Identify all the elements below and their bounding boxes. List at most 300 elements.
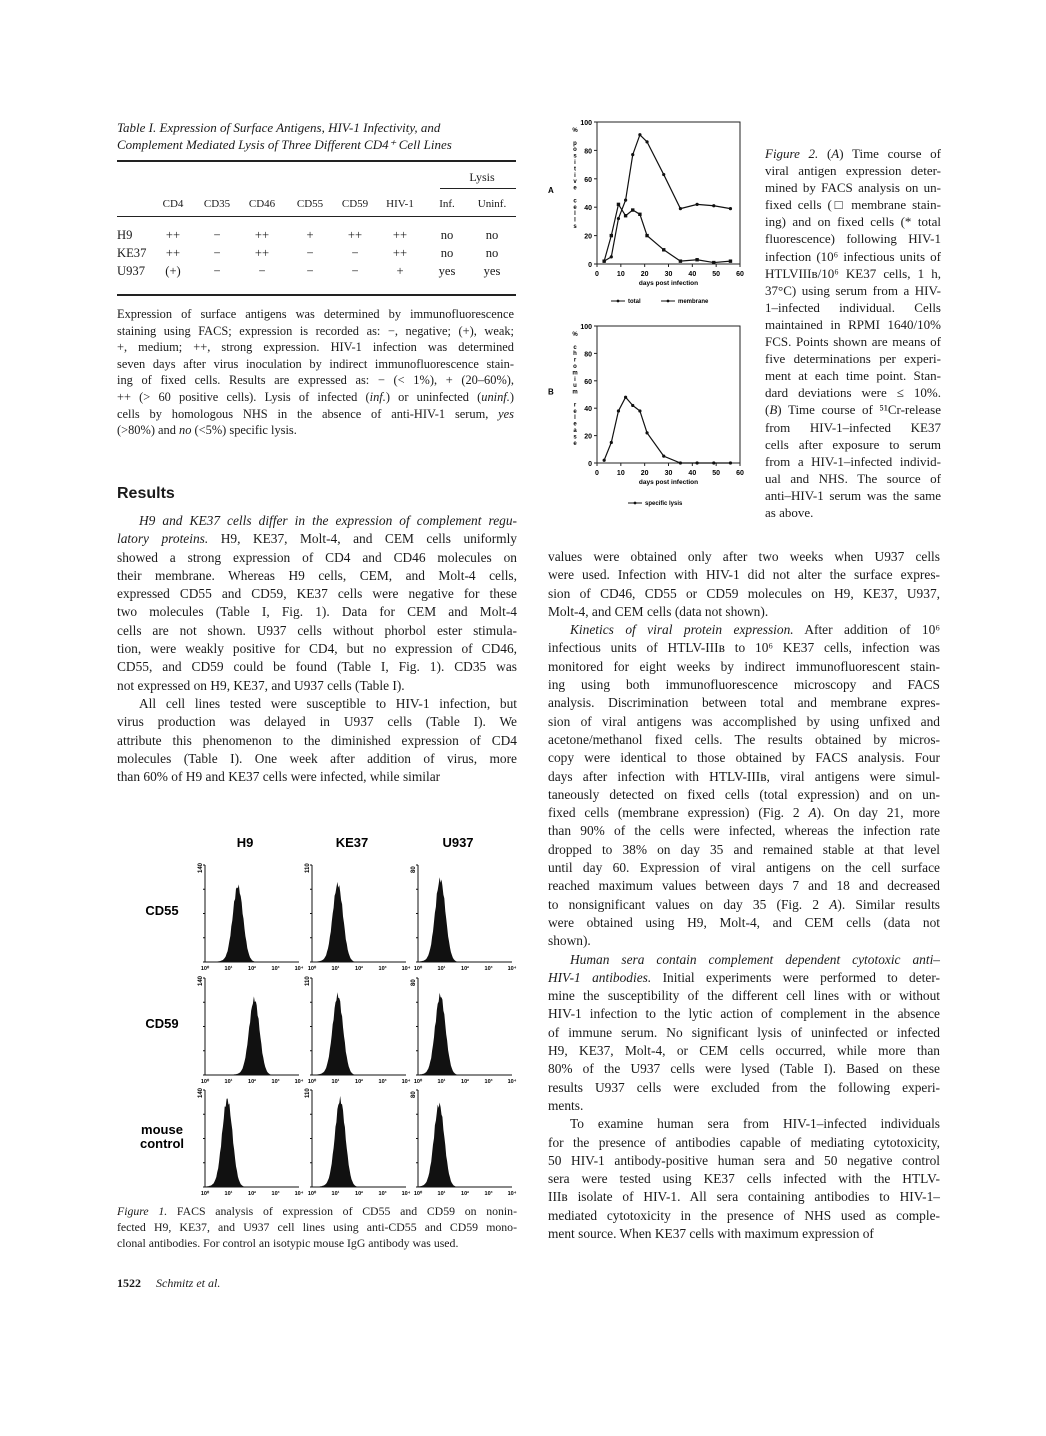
running-authors: Schmitz et al. — [156, 1276, 221, 1290]
x-tick-label: 10¹ — [331, 1191, 340, 1197]
italic-text: Human sera contain complement dependent cytotoxic anti– — [570, 951, 940, 967]
page-number: 1522 — [117, 1276, 141, 1290]
histogram-ymax-label: 80 — [411, 1091, 417, 1098]
x-tick-label: 10⁰ — [413, 1079, 423, 1085]
text-line — [765, 333, 941, 350]
table-title — [117, 119, 505, 153]
data-point — [696, 203, 699, 206]
histogram-peak — [205, 1099, 299, 1188]
x-tick-label: 10¹ — [437, 1079, 446, 1085]
text-span: ). Similar results — [837, 896, 940, 912]
x-tick-label: 10 — [616, 271, 625, 278]
data-point — [729, 259, 732, 262]
italic-text: uninf. — [481, 389, 510, 404]
text-line — [765, 504, 941, 521]
italic-text: Table I. Expression of Surface Antigens, HIV-1 Infectivity, and — [117, 120, 441, 135]
italic-text: latory proteins. — [117, 531, 209, 547]
histogram-peak — [418, 1103, 512, 1188]
table-cell: no — [485, 228, 499, 242]
text-span: All cell lines tested were susceptible to HIV-1 infection, but — [139, 695, 517, 711]
data-point — [631, 404, 634, 407]
text-span: reached maximum values between days 7 and 18 and decreased — [548, 878, 940, 894]
x-axis-label: days post infection — [638, 479, 699, 486]
text-line — [117, 372, 514, 389]
text-span: showed a strong expression of CD4 and CD46 molecules on — [117, 549, 517, 565]
text-span: staining using FACS; expression is recorded as: −, negative; (+), weak; — [117, 323, 514, 338]
row-label: CD55 — [145, 903, 179, 918]
text-span: from a HIV-1–infected individ- — [765, 453, 941, 469]
text-span: fixed cells (membrane expression) (Fig. 2 — [548, 805, 809, 821]
text-line — [117, 306, 514, 323]
text-line — [548, 877, 940, 895]
text-line — [117, 422, 514, 439]
text-line — [548, 713, 940, 731]
table-cell: yes — [438, 264, 456, 278]
plot-frame — [597, 122, 740, 264]
x-tick-label: 10³ — [271, 1079, 280, 1085]
data-point — [610, 255, 613, 258]
text-line — [548, 951, 940, 969]
text-line — [548, 548, 940, 566]
text-span: 37°C) using serum from a HIV- — [765, 282, 941, 298]
text-span: fected H9, KE37, and U937 cell lines using anti-CD55 and CD59 mono- — [117, 1220, 517, 1234]
text-line — [117, 677, 517, 695]
row-label: mouse control — [139, 1122, 185, 1151]
text-span: IIIʙ isolate of HIV-1. All sera containing antibodies to HIV-1– — [548, 1189, 940, 1205]
text-span: dropped to 38% on day 35 and remained stable at that level — [548, 841, 940, 857]
text-line — [765, 487, 941, 504]
text-span: ) Time course of ⁵¹Cr-release — [777, 402, 941, 418]
text-span: ) — [509, 389, 514, 404]
text-line — [548, 1207, 940, 1225]
text-line — [765, 179, 941, 196]
x-tick-label: 10⁴ — [401, 1191, 411, 1197]
text-span: FACS analysis of expression of CD55 and CD59 on nonin- — [167, 1204, 518, 1218]
text-span: from HIV-1–infected KE37 — [765, 419, 941, 435]
x-tick-label: 30 — [664, 271, 673, 278]
text-line — [548, 1060, 940, 1078]
x-tick-label: 10² — [461, 1191, 469, 1197]
text-line — [117, 530, 517, 548]
x-tick-label: 50 — [712, 271, 721, 278]
text-span: values were obtained only after two weeks when U937 cells — [548, 549, 940, 564]
text-span: 50 HIV-1 antibody-positive human sera and 50 negative control — [548, 1152, 940, 1168]
x-tick-label: 10¹ — [437, 1191, 446, 1197]
table-cell: ++ — [165, 246, 181, 260]
text-span: viral antigen expression deter- — [765, 163, 941, 179]
table-column-header: CD59 — [341, 198, 369, 210]
text-line — [117, 323, 514, 340]
text-line — [117, 512, 517, 530]
x-tick-label: 10⁰ — [307, 966, 317, 972]
table-cell: (+) — [165, 264, 181, 278]
x-tick-label: 10³ — [484, 1191, 493, 1197]
text-line — [117, 549, 517, 567]
text-line — [765, 282, 941, 299]
series-line-membrane — [604, 204, 730, 262]
text-span: acetone/methanol fixed cells. The results obtained by micros- — [548, 731, 940, 747]
text-line — [765, 299, 941, 316]
y-tick-label: 20 — [584, 433, 592, 441]
x-tick-label: 10⁴ — [294, 966, 304, 972]
histogram-peak — [312, 1096, 406, 1187]
legend-label: membrane — [678, 299, 709, 305]
text-span: sera were tested using KE37 cells infected with the HTLV- — [548, 1171, 940, 1187]
text-line — [548, 1097, 940, 1115]
data-point — [679, 259, 682, 262]
table-cell: − — [213, 228, 221, 242]
text-span: ment source. When KE37 cells with maximum expression of — [548, 1225, 874, 1241]
x-tick-label: 10² — [248, 1079, 256, 1085]
text-line — [117, 640, 517, 658]
table-cell: ++ — [347, 228, 363, 242]
x-tick-label: 10² — [355, 1079, 363, 1085]
histogram-peak — [312, 992, 406, 1075]
x-tick-label: 10¹ — [331, 1079, 340, 1085]
text-span: clonal antibodies. For control an isotypic mouse IgG antibody was used. — [117, 1236, 459, 1250]
data-point — [610, 234, 613, 237]
text-span: fluorescence) following HIV-1 — [765, 231, 941, 247]
data-point — [624, 396, 627, 399]
italic-text: Figure 2. — [765, 146, 819, 161]
x-tick-label: 10⁰ — [307, 1191, 317, 1197]
text-line — [117, 713, 517, 731]
data-point — [631, 153, 634, 156]
data-point — [638, 133, 641, 136]
histogram-ymax-label: 140 — [198, 1087, 204, 1098]
table-column-header: Uninf. — [477, 198, 507, 210]
x-tick-label: 60 — [736, 271, 744, 278]
y-axis-label: % p o s i t i v e c e l l s — [572, 128, 578, 231]
row-label: CD59 — [145, 1016, 179, 1031]
text-line — [117, 339, 514, 356]
text-line — [765, 419, 941, 436]
table-cell: + — [396, 264, 404, 278]
x-tick-label: 10⁴ — [507, 1191, 517, 1197]
y-tick-label: 60 — [584, 378, 592, 386]
x-tick-label: 10¹ — [224, 1191, 233, 1197]
text-line — [548, 731, 940, 749]
text-span: expressed CD55 and CD59, KE37 cells were negative for these — [117, 586, 517, 602]
text-line — [765, 350, 941, 367]
table-bottom-rule — [117, 294, 516, 296]
data-point — [645, 140, 648, 143]
text-line — [548, 859, 940, 877]
text-line — [548, 1170, 940, 1188]
text-span: Expression of surface antigens was determined by immunofluorescence — [117, 307, 514, 321]
text-span: maintained in RPMI 1640/10% — [765, 316, 941, 332]
text-span: ( — [818, 146, 832, 161]
text-span: CD55, and CD59 could be found (Table I, Fig. 1). CD35 was — [117, 659, 517, 675]
text-line — [765, 213, 941, 230]
table-cell: no — [485, 246, 499, 260]
text-line — [117, 1219, 517, 1235]
text-span: Initial experiments were performed to deter- — [651, 969, 940, 985]
text-line — [548, 1079, 940, 1097]
legend-label: specific lysis — [645, 501, 683, 507]
text-line — [548, 676, 940, 694]
x-tick-label: 20 — [640, 470, 649, 477]
table-column-header: CD4 — [162, 198, 184, 210]
column-label: H9 — [236, 835, 254, 850]
text-span: shown). — [548, 933, 591, 949]
text-line — [765, 401, 941, 418]
y-tick-label: 40 — [584, 205, 592, 213]
x-tick-label: 10³ — [378, 1079, 387, 1085]
data-point — [729, 207, 732, 210]
table-cell: no — [440, 246, 454, 260]
text-span: were used. Infection with HIV-1 did not alter the surface expres- — [548, 567, 940, 583]
text-line — [117, 136, 505, 153]
text-line — [548, 749, 940, 767]
text-span: ( — [765, 402, 770, 418]
column-label: U937 — [442, 835, 474, 850]
data-point — [712, 461, 715, 464]
data-point — [617, 203, 620, 206]
table-row-label: U937 — [117, 264, 145, 278]
text-span: days after infection with HTLV-IIIʙ, viral antigens were simul- — [548, 768, 940, 784]
figure-1-histograms — [110, 830, 530, 1200]
text-line — [117, 1203, 517, 1219]
y-tick-label: 80 — [584, 148, 592, 156]
text-line — [548, 804, 940, 822]
text-line — [548, 603, 940, 621]
text-span: (>80%) and — [117, 423, 180, 438]
x-tick-label: 40 — [688, 271, 697, 278]
y-axis-label: % c h r o m i u m r e l e a s e — [572, 332, 578, 447]
data-point — [662, 455, 665, 458]
table-row-label: H9 — [117, 228, 133, 242]
text-span: sion of viral antigens was accomplished by using unfixed and — [548, 713, 940, 729]
x-tick-label: 10 — [616, 470, 625, 477]
table-footnote — [117, 306, 514, 439]
text-line — [117, 389, 514, 406]
x-tick-label: 10⁰ — [413, 966, 423, 972]
y-tick-label: 100 — [580, 120, 592, 127]
data-point — [603, 459, 606, 462]
text-span: until day 60. Expression of viral antigens on the cell surface — [548, 860, 940, 876]
table-header-rule — [117, 216, 516, 217]
text-span: H9, KE37, Molt-4, or CEM cells occurred, while more than — [548, 1043, 940, 1059]
text-line — [548, 841, 940, 859]
histogram-peak — [205, 884, 299, 962]
text-span: than 60% of H9 and KE37 cells were infected, while similar — [117, 769, 441, 785]
series-line-specific-lysis — [604, 397, 730, 463]
text-line — [765, 453, 941, 470]
y-tick-label: 20 — [584, 233, 592, 241]
italic-text: A — [808, 805, 817, 821]
x-tick-label: 10⁰ — [200, 966, 210, 972]
x-tick-label: 10³ — [271, 966, 280, 972]
figure-2-caption — [765, 145, 941, 521]
table-top-rule — [117, 160, 516, 162]
text-span: ) or uninfected ( — [385, 389, 482, 404]
x-tick-label: 10⁴ — [401, 966, 411, 972]
data-point — [624, 199, 627, 202]
histogram-ymax-label: 80 — [411, 979, 417, 986]
legend-marker — [617, 300, 620, 303]
text-span: Molt-4, and CEM cells (data not shown). — [548, 603, 769, 619]
histogram-ymax-label: 80 — [411, 866, 417, 873]
column-label: KE37 — [335, 835, 369, 850]
text-line — [548, 621, 940, 639]
text-span: 80% of the U937 cells were lysed (Table I). Based on these — [548, 1061, 940, 1077]
text-line — [117, 750, 517, 768]
text-span: dard deviations were ≤ 10%. — [765, 385, 941, 401]
histogram-peak — [418, 993, 512, 1075]
legend-marker — [667, 300, 670, 303]
table-group-header: Lysis — [469, 170, 495, 184]
text-span: sion of CD46, CD55 or CD59 molecules on H9, KE37, U937, — [548, 585, 940, 601]
italic-text: A — [829, 896, 838, 912]
text-span: mine the susceptibility of the different cell lines with or without — [548, 988, 940, 1004]
table-group-rule — [440, 188, 516, 189]
text-line — [548, 768, 940, 786]
text-line — [548, 639, 940, 657]
x-tick-label: 10² — [461, 966, 469, 972]
x-tick-label: 10⁴ — [294, 1079, 304, 1085]
panel-label: B — [548, 387, 554, 397]
text-span: molecules (Table I). One week after addition of virus, more — [117, 750, 517, 766]
table-cell: ++ — [165, 228, 181, 242]
text-span: analysis. Discrimination between total and membrane expres- — [548, 695, 940, 711]
text-line — [548, 1188, 940, 1206]
x-tick-label: 10⁴ — [507, 966, 517, 972]
text-span: cells are not shown. U937 cells without phorbol ester stimula- — [117, 622, 517, 638]
x-tick-label: 10³ — [378, 1191, 387, 1197]
text-span: To examine human sera from HIV-1–infected individuals — [570, 1116, 940, 1132]
data-point — [712, 204, 715, 207]
series-line-total — [604, 135, 730, 261]
text-span: mined by FACS analysis on un- — [765, 180, 941, 196]
text-span: FCS. Points shown are means of — [765, 334, 941, 350]
text-span: ing using both immunofluorescence microscopy and FACS — [548, 677, 940, 693]
text-line — [117, 695, 517, 713]
x-tick-label: 10² — [461, 1079, 469, 1085]
text-line — [765, 230, 941, 247]
data-point — [645, 431, 648, 434]
text-span: infection (10⁶ infectious units of — [765, 248, 941, 264]
histogram-peak — [205, 996, 299, 1075]
text-line — [117, 603, 517, 621]
text-span: attribute this phenomenon to the diminished expression of CD4 — [117, 732, 517, 748]
panel-label: A — [548, 186, 554, 195]
text-line — [548, 969, 940, 987]
legend-label: total — [628, 299, 641, 305]
text-span: monitored for eight weeks by indirect immunofluorescent stain- — [548, 658, 940, 674]
text-span: HIV-1 infection to the lytic action of complement in the absence — [548, 1006, 940, 1022]
text-line — [117, 658, 517, 676]
text-line — [548, 822, 940, 840]
table-cell: − — [213, 264, 221, 278]
table-cell: ++ — [254, 246, 270, 260]
figure-2-charts — [540, 110, 760, 520]
data-point — [617, 217, 620, 220]
text-line — [765, 470, 941, 487]
data-point — [679, 207, 682, 210]
data-point — [662, 248, 665, 251]
data-point — [617, 409, 620, 412]
data-point — [679, 461, 682, 464]
text-line — [548, 1024, 940, 1042]
italic-text: HIV-1 antibodies. — [548, 969, 652, 985]
italic-text: yes — [498, 406, 514, 421]
section-heading-results: Results — [117, 485, 175, 502]
italic-text: A — [831, 146, 840, 161]
text-line — [548, 1005, 940, 1023]
text-span: +, medium; ++, strong expression. HIV-1 infection was determined — [117, 340, 514, 355]
page-footer — [117, 1276, 220, 1291]
x-tick-label: 30 — [664, 470, 673, 477]
table-cell: ++ — [392, 246, 408, 260]
text-span: cells after exposure to serum — [765, 436, 941, 452]
text-line — [548, 1152, 940, 1170]
table-column-header: HIV-1 — [386, 198, 414, 210]
text-line — [117, 585, 517, 603]
x-tick-label: 10⁴ — [294, 1191, 304, 1197]
italic-text: Complement Mediated Lysis of Three Different CD4⁺ Cell Lines — [117, 137, 452, 152]
text-span: five determinations per experi- — [765, 351, 941, 367]
table-cell: − — [351, 264, 359, 278]
table-header-row — [117, 198, 516, 214]
table-cell: ++ — [392, 228, 408, 242]
x-axis-label: days post infection — [638, 280, 699, 287]
data-point — [645, 234, 648, 237]
data-point — [696, 461, 699, 464]
histogram-ymax-label: 110 — [305, 863, 311, 873]
text-span: fixed cells (□ membrane stain- — [765, 197, 941, 213]
text-line — [548, 694, 940, 712]
table-cell: no — [440, 228, 454, 242]
data-point — [729, 461, 732, 464]
italic-text: Figure 1. — [117, 1204, 168, 1218]
text-line — [117, 406, 514, 423]
table-cell: + — [306, 228, 314, 242]
text-span: ) Time course of — [839, 146, 941, 161]
x-tick-label: 10³ — [484, 1079, 493, 1085]
table-column-header: Inf. — [439, 198, 455, 210]
x-tick-label: 10⁰ — [200, 1079, 210, 1085]
text-span: taneously detected on fixed cells (total expression) and on un- — [548, 786, 940, 802]
y-tick-label: 0 — [588, 461, 592, 468]
text-line — [765, 316, 941, 333]
text-line — [548, 987, 940, 1005]
text-line — [765, 196, 941, 213]
italic-text: no — [179, 423, 192, 438]
text-span: for the presence of antibodies capable of mediating cytotoxicity, — [548, 1134, 940, 1150]
text-line — [117, 567, 517, 585]
left-column-text — [117, 512, 517, 786]
plot-frame — [597, 326, 740, 463]
text-line — [548, 914, 940, 932]
x-tick-label: 10¹ — [224, 966, 233, 972]
text-span: copy were identical to those obtained by FACS analysis. Four — [548, 750, 940, 766]
table-column-header: CD46 — [248, 198, 276, 210]
table-column-header: CD55 — [296, 198, 324, 210]
text-line — [765, 367, 941, 384]
x-tick-label: 10⁴ — [507, 1079, 517, 1085]
table-cell: − — [306, 264, 314, 278]
y-tick-label: 100 — [580, 324, 592, 331]
histogram-ymax-label: 140 — [198, 975, 204, 986]
data-point — [631, 208, 634, 211]
italic-text: H9 and KE37 cells differ in the expression of complement regu- — [139, 513, 517, 528]
text-line — [765, 248, 941, 265]
text-span: as above. — [765, 504, 814, 520]
text-line — [548, 1225, 940, 1243]
text-line — [548, 786, 940, 804]
text-line — [548, 896, 940, 914]
